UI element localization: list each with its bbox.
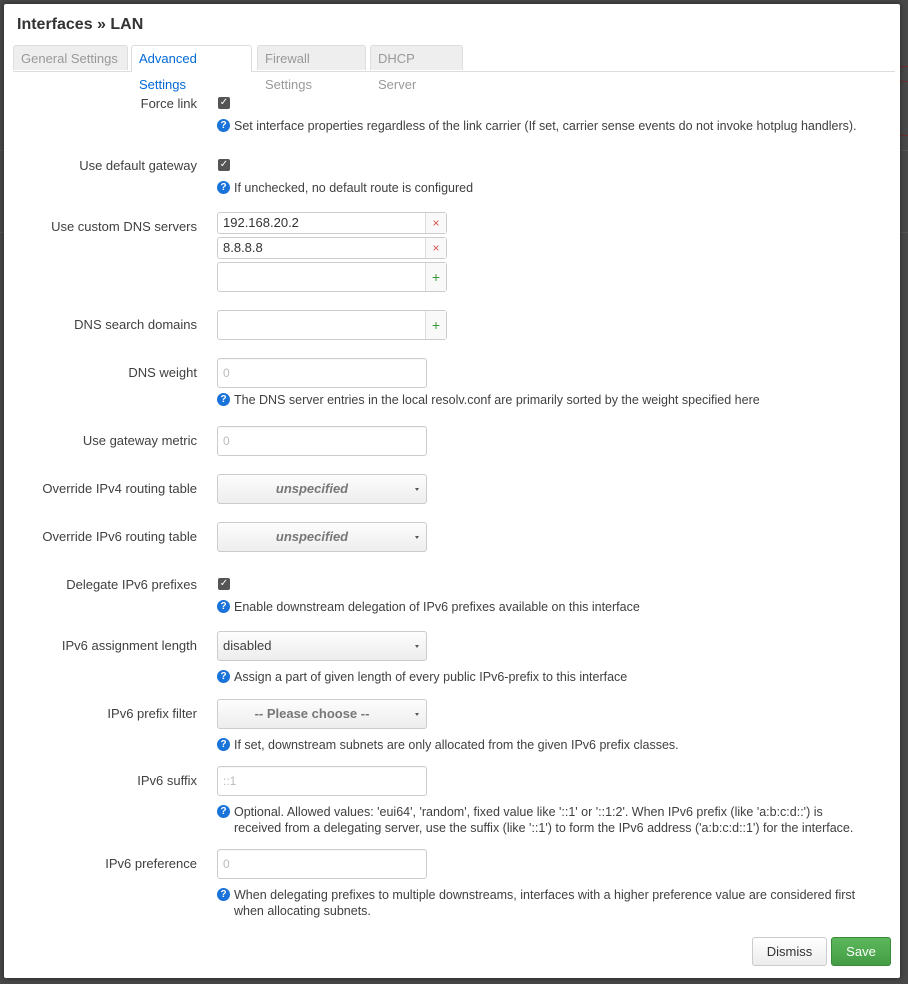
add-icon[interactable]: + [425,311,446,339]
field-label: Force link [140,96,197,111]
field-label: DNS search domains [74,317,197,332]
force-link-help [217,118,857,134]
ipv4-routing-table-select[interactable] [217,474,427,504]
dns-server-entry [217,212,447,234]
modal-title: Interfaces » LAN [17,16,144,33]
help-text: The DNS server entries in the local resolv.conf are primarily sorted by the weight specified here [234,393,760,407]
tab-bar [13,45,895,92]
delegate-ipv6-help [217,599,640,615]
tab-advanced-settings[interactable]: Advanced Settings [131,45,252,72]
help-text-line: when allocating subnets. [234,904,371,918]
dns-server-value[interactable]: 8.8.8.8 [223,240,263,255]
force-link-checkbox[interactable]: ✓ [219,97,229,108]
help-icon: ? [217,393,230,406]
help-icon: ? [217,805,230,818]
caret-down-icon [415,488,419,491]
dns-weight-help [217,392,760,408]
field-label: Override IPv4 routing table [42,481,197,496]
caret-down-icon [415,713,419,716]
help-text: Enable downstream delegation of IPv6 prefixes available on this interface [234,600,640,614]
help-icon: ? [217,119,230,132]
help-icon: ? [217,670,230,683]
help-text: Set interface properties regardless of the link carrier (If set, carrier sense events do not invoke hotplug handlers). [234,119,857,133]
ipv6-preference-help [217,887,855,919]
field-label: Use custom DNS servers [51,219,197,234]
tab-dhcp-server[interactable]: DHCP Server [370,45,463,70]
help-text-line: When delegating prefixes to multiple downstreams, interfaces with a higher preference value are considered first [234,888,856,902]
field-label: Delegate IPv6 prefixes [66,577,197,592]
select-value: unspecified [275,481,349,496]
field-label: Use default gateway [79,158,197,173]
ipv6-preference-input[interactable]: 0 [217,849,427,879]
help-icon: ? [217,600,230,613]
remove-icon[interactable]: × [425,238,446,258]
save-button[interactable]: Save [831,937,891,966]
help-text: If unchecked, no default route is configured [234,181,474,195]
ipv6-prefix-filter-help [217,737,679,753]
field-label: IPv6 assignment length [61,638,197,653]
help-text-line: received from a delegating server, use the suffix (like '::1') to form the IPv6 address ('a:b:c:d::1') for the interface. [234,821,854,835]
help-text: If set, downstream subnets are only allocated from the given IPv6 prefix classes. [234,738,679,752]
add-icon[interactable]: + [425,263,446,291]
delegate-ipv6-checkbox[interactable]: ✓ [219,578,229,589]
help-text-line: Optional. Allowed values: 'eui64', 'random', fixed value like '::1' or '::1:2'. When IPv6 prefix (like 'a:b:c:d::') is [234,805,823,819]
field-label: Override IPv6 routing table [42,529,197,544]
dns-server-new-input[interactable] [217,262,447,292]
ipv6-assignment-length-help [217,669,627,685]
field-label: Use gateway metric [82,433,197,448]
default-gateway-help [217,180,473,196]
interface-modal [4,4,900,978]
help-text: Assign a part of given length of every public IPv6-prefix to this interface [234,670,628,684]
field-label: IPv6 suffix [137,773,197,788]
dns-server-entry [217,237,447,259]
select-value: -- Please choose -- [254,706,370,721]
help-icon: ? [217,738,230,751]
help-icon: ? [217,888,230,901]
select-value: disabled [223,638,272,653]
ipv6-prefix-filter-select[interactable] [217,699,427,729]
caret-down-icon [415,645,419,648]
field-label: DNS weight [128,365,197,380]
remove-icon[interactable]: × [425,213,446,233]
ipv6-assignment-length-select[interactable] [217,631,427,661]
default-gateway-checkbox[interactable]: ✓ [219,159,229,170]
ipv6-routing-table-select[interactable] [217,522,427,552]
dns-weight-input[interactable]: 0 [217,358,427,388]
ipv6-suffix-help [217,804,853,836]
ipv6-suffix-input[interactable]: ::1 [217,766,427,796]
help-icon: ? [217,181,230,194]
tab-general-settings[interactable]: General Settings [13,45,128,70]
caret-down-icon [415,536,419,539]
dismiss-button[interactable]: Dismiss [752,937,827,966]
gateway-metric-input[interactable]: 0 [217,426,427,456]
field-label: IPv6 preference [105,856,197,871]
select-value: unspecified [275,529,349,544]
field-label: IPv6 prefix filter [107,706,197,721]
tab-firewall-settings[interactable]: Firewall Settings [257,45,366,70]
dns-server-value[interactable]: 192.168.20.2 [223,215,299,230]
dns-search-input[interactable] [217,310,447,340]
